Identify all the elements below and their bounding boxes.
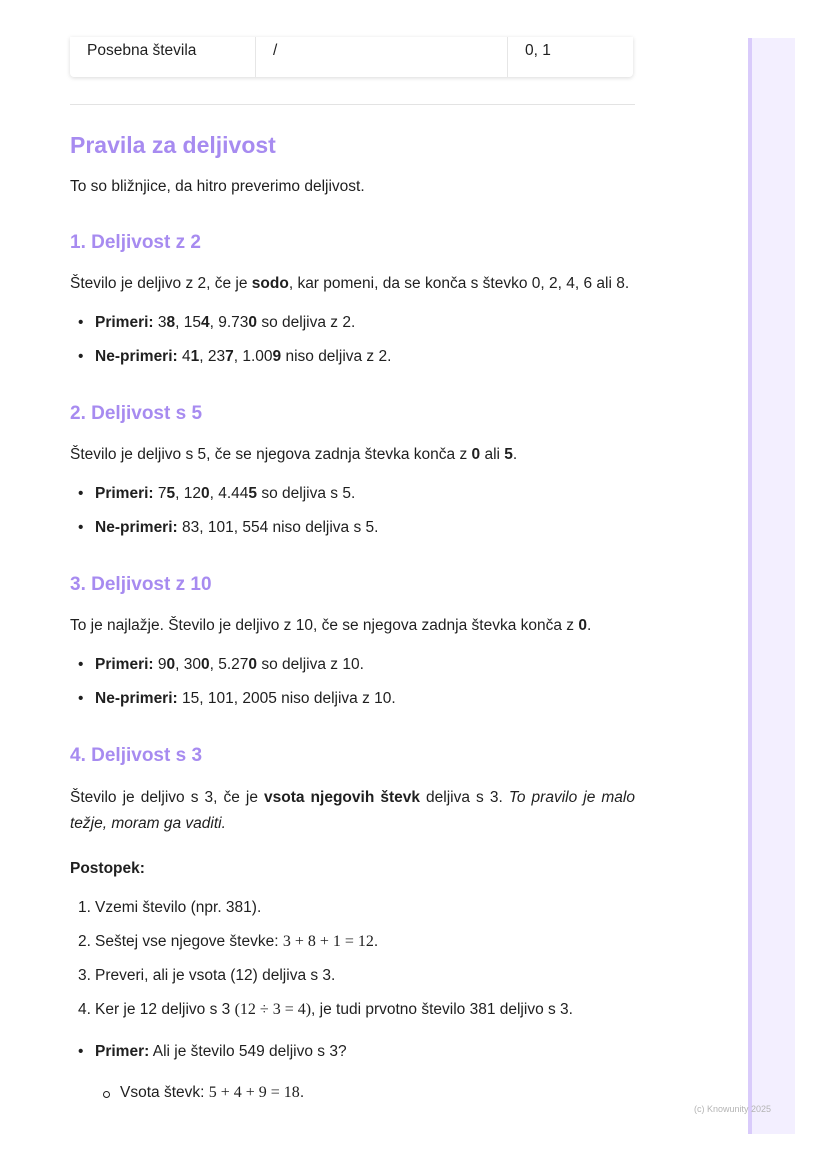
step-number: 2. <box>78 933 91 950</box>
rule-title: 3. Deljivost z 10 <box>70 574 212 595</box>
table-cell: / <box>256 37 508 77</box>
rule-title: 2. Deljivost s 5 <box>70 403 203 424</box>
intro-text: To so bližnjice, da hitro preverimo deljivost. <box>70 178 365 195</box>
list-item: Vsota števk: 5 + 4 + 9 = 18. <box>120 1084 304 1102</box>
list-item: • Primeri: 90, 300, 5.270 so deljiva z 10. <box>78 656 364 673</box>
bullet-icon: • <box>78 314 84 331</box>
list-item: 2. Seštej vse njegove števke: 3 + 8 + 1 = 12. <box>78 933 379 950</box>
list-item: 1. Vzemi število (npr. 381). <box>78 899 262 916</box>
rule-title: 4. Deljivost s 3 <box>70 745 203 766</box>
rule-description: Število je deljivo z 2, če je sodo, kar pomeni, da se konča s števko 0, 2, 4, 6 ali 8. <box>70 275 630 292</box>
list-item: 4. Ker je 12 deljivo s 3 (12 ÷ 3 = 4), je tudi prvotno število 381 deljivo s 3. <box>78 1001 573 1018</box>
step-number: 1. <box>78 899 91 916</box>
bullet-icon: • <box>78 348 84 365</box>
list-item: 3. Preveri, ali je vsota (12) deljiva s 3. <box>78 967 336 984</box>
rule-description: To je najlažje. Število je deljivo z 10, če se njegova zadnja števka konča z 0. <box>70 617 592 634</box>
rule-description: Število je deljivo s 5, če se njegova zadnja števka konča z 0 ali 5. <box>70 446 518 463</box>
rule-title: 1. Deljivost z 2 <box>70 232 201 253</box>
list-item: • Ne-primeri: 41, 237, 1.009 niso deljiva z 2. <box>78 348 392 365</box>
list-item: • Primeri: 75, 120, 4.445 so deljiva s 5. <box>78 485 356 502</box>
section-title: Pravila za deljivost <box>70 132 276 158</box>
table-row <box>70 37 633 77</box>
rule-description: Število je deljivo s 3, če je vsota njegovih števk deljiva s 3. To pravilo je malo težje, moram ga vaditi. <box>70 789 635 832</box>
table-cell: Posebna števila <box>70 37 256 77</box>
list-item: • Ne-primeri: 15, 101, 2005 niso deljiva z 10. <box>78 690 396 707</box>
side-rail <box>748 38 795 1134</box>
circle-bullet-icon <box>103 1091 110 1098</box>
bullet-icon: • <box>78 485 84 502</box>
step-number: 4. <box>78 1001 91 1018</box>
bullet-icon: • <box>78 690 84 707</box>
list-item: • Primeri: 38, 154, 9.730 so deljiva z 2. <box>78 314 356 331</box>
list-item: • Primer: Ali je število 549 deljivo s 3? <box>78 1043 347 1060</box>
footer-copyright: (c) Knowunity 2025 <box>694 1104 772 1114</box>
procedure-label: Postopek: <box>70 860 145 877</box>
bullet-icon: • <box>78 519 84 536</box>
bullet-icon: • <box>78 656 84 673</box>
step-number: 3. <box>78 967 91 984</box>
list-item: • Ne-primeri: 83, 101, 554 niso deljiva s 5. <box>78 519 379 536</box>
table-cell: 0, 1 <box>525 42 551 59</box>
bullet-icon: • <box>78 1043 84 1060</box>
divider <box>70 104 635 105</box>
